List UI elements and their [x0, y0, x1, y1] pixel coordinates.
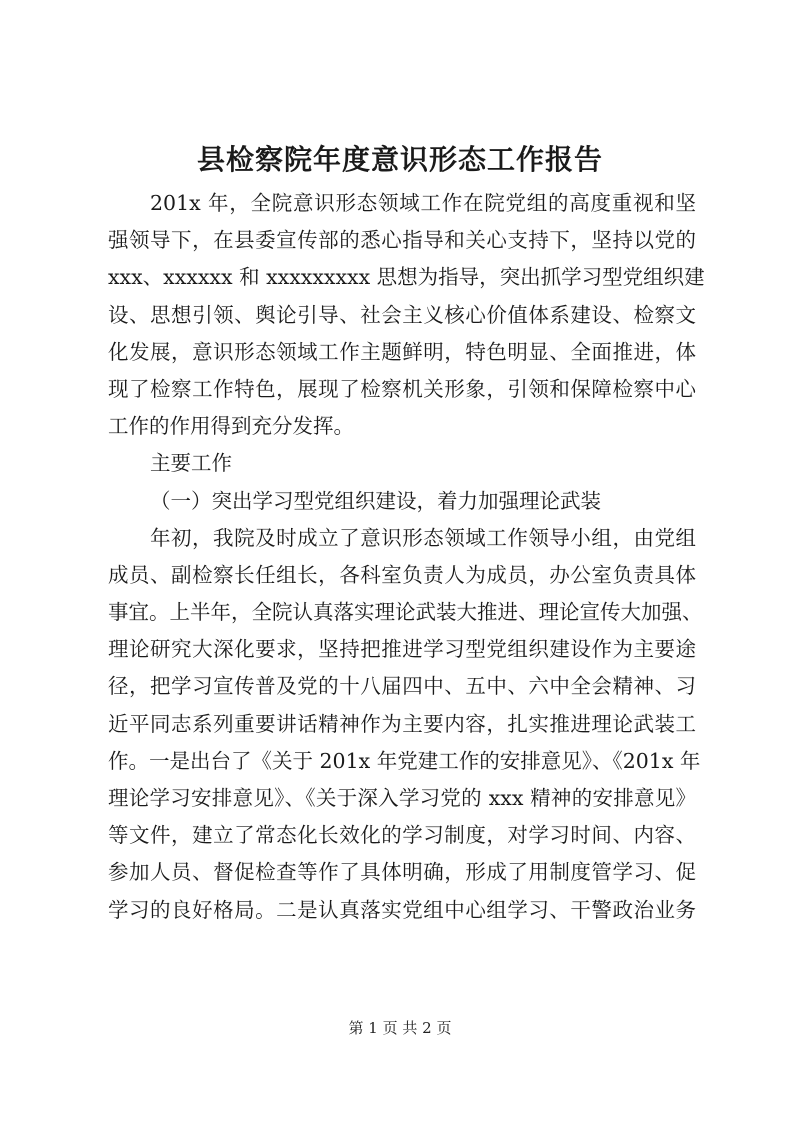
body-line: 近平同志系列重要讲话精神作为主要内容，扎实推进理论武装工	[108, 711, 696, 736]
body-line: 201x 年，全院意识形态领域工作在院党组的高度重视和坚	[150, 191, 696, 215]
body-line: 理论学习安排意见》、《关于深入学习党的 xxx 精神的安排意见》	[108, 786, 696, 810]
body-line: 径，把学习宣传普及党的十八届四中、五中、六中全会精神、习	[108, 674, 696, 699]
body-line: 现了检察工作特色，展现了检察机关形象，引领和保障检察中心	[108, 376, 696, 401]
body-line: 参加人员、督促检查等作了具体明确，形成了用制度管学习、促	[108, 860, 696, 885]
body-line: 等文件，建立了常态化长效化的学习制度，对学习时间、内容、	[108, 823, 696, 848]
body-line: （一）突出学习型党组织建设，着力加强理论武装	[150, 488, 601, 513]
document-title: 县检察院年度意识形态工作报告	[196, 143, 603, 176]
body-line: 年初，我院及时成立了意识形态领域工作领导小组，由党组	[150, 525, 696, 550]
body-line: 工作的作用得到充分发挥。	[108, 414, 354, 439]
page-footer: 第 1 页 共 2 页	[348, 1019, 452, 1037]
body-line: 强领导下，在县委宣传部的悉心指导和关心支持下，坚持以党的	[108, 228, 696, 253]
body-line: 设、思想引领、舆论引导、社会主义核心价值体系建设、检察文	[108, 302, 696, 327]
body-line: 主要工作	[150, 451, 232, 476]
body-line: 化发展，意识形态领域工作主题鲜明，特色明显、全面推进，体	[108, 339, 696, 364]
body-line: 事宜。上半年，全院认真落实理论武装大推进、理论宣传大加强、	[108, 600, 703, 625]
body-line: 学习的良好格局。二是认真落实党组中心组学习、干警政治业务	[108, 897, 696, 922]
body-line: 理论研究大深化要求，坚持把推进学习型党组织建设作为主要途	[108, 637, 696, 662]
body-line: 成员、副检察长任组长，各科室负责人为成员，办公室负责具体	[108, 562, 696, 587]
document-body	[108, 185, 705, 929]
body-line: 作。一是出台了《关于 201x 年党建工作的安排意见》、《201x 年	[108, 748, 701, 773]
body-line: xxx、xxxxxx 和 xxxxxxxxx 思想为指导，突出抓学习型党组织建	[108, 265, 705, 290]
